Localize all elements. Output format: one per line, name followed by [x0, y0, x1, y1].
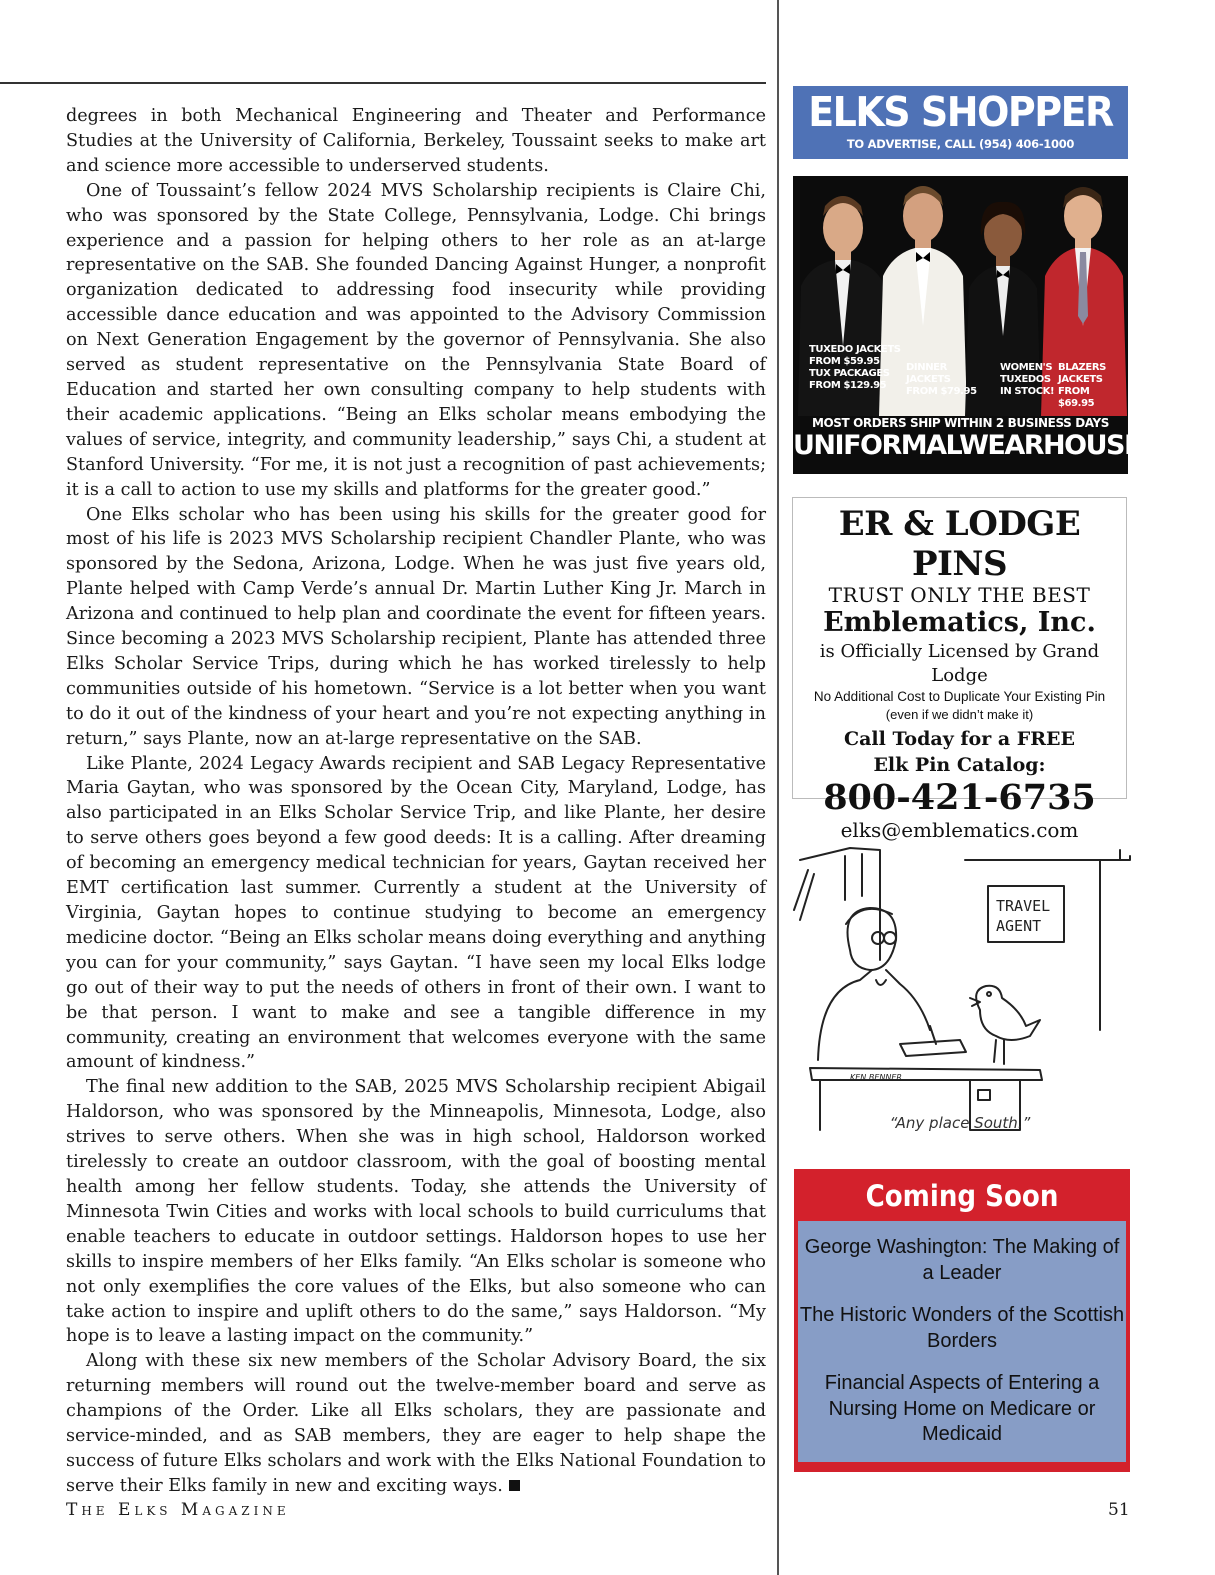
dinner-price-label: DINNER JACKETS FROM $79.95: [906, 362, 977, 397]
travel-agent-cartoon: [790, 830, 1130, 1140]
pins-note: (even if we didn’t make it): [885, 707, 1034, 722]
emblematics-pins-ad[interactable]: [792, 497, 1127, 842]
article-paragraph: One Elks scholar who has been using his skills for the greater good for most of his life is 2023 MVS Scholarship recipient Chandler Plante, who was sponsored by the Sedona, Arizona, Lodge. When he was just five years old, Plante helped with Camp Verde’s annual Dr. Martin Luther King Jr. March in Arizona and continued to help plan and coordinate the event for fifteen years. Since becoming a 2023 MVS Scholarship recipient, Plante has attended three Elks Scholar Service Trips, during which he has worked tirelessly to help communities outside of his hometown. “Service is a lot better when you want to do it out of the kindness of your heart and you’re not expecting anything in return,” says Plante, now an at-large representative on the SAB.: [66, 504, 766, 749]
end-mark-icon: [509, 1480, 520, 1491]
pins-licensed: is Officially Licensed by Grand Lodge: [819, 641, 1100, 686]
travel-sign-line-2: AGENT: [996, 917, 1042, 935]
pins-call-line-1: Call Today for a FREE: [843, 728, 1075, 750]
pins-call-line-2: Elk Pin Catalog:: [873, 754, 1046, 776]
column-divider: [777, 0, 779, 1575]
pins-phone[interactable]: 800-421-6735: [823, 777, 1096, 818]
cartoon-caption: “Any place South.”: [889, 1114, 1031, 1132]
pins-trust: TRUST ONLY THE BEST: [828, 583, 1091, 607]
article-paragraph: degrees in both Mechanical Engineering and Theater and Performance Studies at the University of California, Berkeley, Toussaint seeks to make art and science more accessible to underserved students.: [66, 106, 766, 176]
womens-label: WOMEN'S TUXEDOS IN STOCK!: [1000, 362, 1055, 397]
coming-soon-item: Financial Aspects of Entering a Nursing Home on Medicare or Medicaid: [824, 1372, 1100, 1445]
uniform-warehouse-ad[interactable]: [793, 176, 1215, 474]
tuxedo-price-label: TUXEDO JACKETS FROM $59.95 TUX PACKAGES FROM $129.95: [809, 344, 901, 391]
cartoonist-signature: KEN BENNER: [850, 1073, 902, 1082]
travel-sign-line-1: TRAVEL: [996, 897, 1051, 915]
pins-email[interactable]: elks@emblematics.com: [840, 818, 1079, 842]
magazine-name: The Elks Magazine: [66, 1500, 290, 1520]
article-paragraph: The final new addition to the SAB, 2025 MVS Scholarship recipient Abigail Haldorson, who was sponsored by the Minneapolis, Minnesota, Lodge, also strives to serve others. When she was in high school, Haldorson worked tirelessly to create an outdoor classroom, with the goal of boosting mental health among her fellow students. Today, she attends the University of Minnesota Twin Cities and works with local schools to build curriculums that enable teachers to educate in outdoor settings. Haldorson hopes to use her skills to inspire members of her Elks family. “An Elks scholar is someone who not only exemplifies the core values of the Elks, but also someone who can take action to inspire and uplift others to do the same,” says Haldorson. “My hope is to leave a lasting impact on the community.”: [66, 1077, 766, 1347]
pins-company: Emblematics, Inc.: [823, 607, 1096, 638]
coming-soon-title: Coming Soon: [865, 1179, 1059, 1213]
page-number: 51: [1108, 1500, 1130, 1520]
shopper-title: ELKS SHOPPER: [808, 88, 1113, 136]
blazers-price-label: BLAZERS JACKETS FROM $69.95: [1058, 362, 1106, 409]
coming-soon-list: [798, 1221, 1126, 1462]
article-last-paragraph: [66, 1349, 766, 1498]
article-paragraph-text: Along with these six new members of the Scholar Advisory Board, the six returning members will round out the twelve-member board and serve as champions of the Order. Like all Elks scholars, they are passionate and service-minded, and as SAB members, they are eager to help shape the success of future Elks scholars and work with the Elks National Foundation to serve their Elks family in new and exciting ways.: [66, 1351, 766, 1496]
article-body: [66, 104, 766, 1499]
shipping-note: MOST ORDERS SHIP WITHIN 2 BUSINESS DAYS: [811, 416, 1110, 430]
pins-headline: ER & LODGE PINS: [838, 504, 1081, 584]
uniform-url[interactable]: UNIFORMALWEARHOUSE.COM: [793, 430, 1215, 461]
top-rule: [0, 82, 766, 84]
article-paragraph: One of Toussaint’s fellow 2024 MVS Scholarship recipients is Claire Chi, who was sponsored by the State College, Pennsylvania, Lodge. Chi brings experience and a passion for helping others to her role as an at-large representative on the SAB. She founded Dancing Against Hunger, a nonprofit organization dedicated to addressing food insecurity while providing accessible dance education and was appointed to the Advisory Commission on Next Generation Engagement by the governor of Pennsylvania. She also served as student representative on the Pennsylvania State Board of Education and started her own consulting company to help students with their academic applications. “Being an Elks scholar means embodying the values of service, integrity, and community leadership,” says Chi, a student at Stanford University. “For me, it is not just a recognition of past achievements; it is a call to action to use my skills and platforms for the greater good.”: [66, 180, 766, 500]
elks-shopper-banner: [793, 86, 1128, 159]
coming-soon-item: The Historic Wonders of the Scottish Borders: [799, 1304, 1125, 1352]
article-paragraph: Like Plante, 2024 Legacy Awards recipient and SAB Legacy Representative Maria Gaytan, who was sponsored by the Ocean City, Maryland, Lodge, has also participated in an Elks Scholar Service Trip, and like Plante, her desire to serve others goes beyond a few good deeds: It is a calling. After dreaming of becoming an emergency medical technician for years, Gaytan received her EMT certification last summer. Currently a student at the University of Virginia, Gaytan hopes to continue studying to become an emergency medicine doctor. “Being an Elks scholar means doing everything and anything you can for your community,” says Gaytan. “I have seen my local Elks lodge go out of their way to put the needs of others in front of their own. I want to be that person. I want to make and see a tangible difference in my community, creating an environment that welcomes everyone with the same amount of kindness.”: [66, 753, 766, 1073]
pins-no-cost: No Additional Cost to Duplicate Your Existing Pin: [813, 689, 1106, 704]
coming-soon-item: George Washington: The Making of a Leader: [804, 1236, 1120, 1284]
coming-soon-box: [794, 1169, 1130, 1472]
shopper-subtitle: TO ADVERTISE, CALL (954) 406-1000: [846, 137, 1075, 151]
